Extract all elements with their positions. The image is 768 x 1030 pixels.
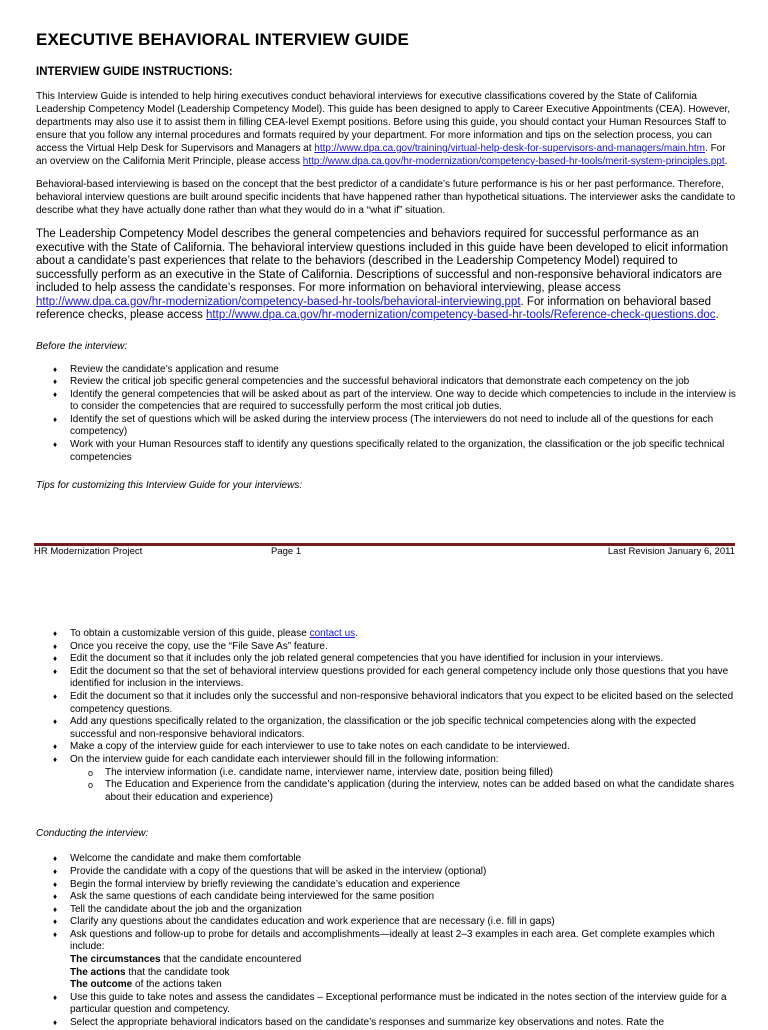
list-item [36, 389, 736, 414]
item-text: Once you receive the copy, use the “File Save As” feature. [70, 640, 328, 652]
competency-end: . [715, 309, 719, 321]
list-item [36, 891, 736, 904]
diamond-bullet-icon: ♦ [53, 414, 58, 424]
diamond-bullet-icon: ♦ [53, 364, 58, 374]
conducting-heading: Conducting the interview: [36, 828, 149, 840]
page-one [36, 30, 736, 503]
item-text: Review the critical job specific general competencies and the successful behavioral indicators that demonstrate each competency on the job [70, 376, 690, 388]
diamond-bullet-icon: ♦ [53, 892, 58, 902]
list-item [36, 628, 736, 641]
probe-line [70, 979, 736, 992]
intro-end: . [724, 156, 728, 167]
list-item [36, 929, 736, 992]
list-item [36, 666, 736, 691]
list-item [36, 754, 736, 804]
diamond-bullet-icon: ♦ [53, 992, 58, 1002]
list-item [36, 904, 736, 917]
item-text: Add any questions specifically related to the organization, the classification or the job specific technical competencies along with the expected successful and non-responsive behavioral indicators. [70, 716, 696, 740]
probe-bold: The outcome [70, 979, 133, 991]
diamond-bullet-icon: ♦ [53, 641, 58, 651]
item-text: Provide the candidate with a copy of the questions that will be asked in the interview (optional) [70, 865, 487, 877]
probe-line [70, 954, 736, 967]
behavioral-interviewing-link[interactable]: http://www.dpa.ca.gov/hr-modernization/competency-based-hr-tools/behavioral-interviewing.ppt [36, 295, 521, 308]
diamond-bullet-icon: ♦ [53, 879, 58, 889]
item-text: Identify the set of questions which will be asked during the interview process (The interviewers do not need to include all of the questions for each competency) [70, 413, 714, 438]
diamond-bullet-icon: ♦ [53, 389, 58, 399]
sub-list-item [70, 767, 736, 780]
tips-list [36, 628, 736, 804]
diamond-bullet-icon: ♦ [53, 377, 58, 387]
item-text: Select the appropriate behavioral indicators based on the candidate’s responses and summarize key observations and notes. Rate the [70, 1017, 665, 1029]
probe-rest: that the candidate took [125, 966, 230, 978]
before-interview-heading: Before the interview: [36, 340, 128, 352]
sub-list [70, 767, 736, 805]
item-text: Use this guide to take notes and assess the candidates – Exceptional performance must be indicated in the notes section of the interview guide for a particular question and competency. [70, 991, 727, 1016]
circle-bullet-icon: o [88, 767, 94, 778]
list-item [36, 376, 736, 389]
diamond-bullet-icon: ♦ [53, 742, 58, 752]
probe-rest: that the candidate encountered [160, 954, 302, 966]
item-text: On the interview guide for each candidate each interviewer should fill in the following information: [70, 753, 499, 765]
list-item [36, 691, 736, 716]
diamond-bullet-icon: ♦ [53, 929, 58, 939]
probe-rest: of the actions taken [132, 979, 222, 991]
footer-revision: Last Revision January 6, 2011 [607, 546, 735, 557]
item-text: Begin the formal interview by briefly reviewing the candidate’s education and experience [70, 878, 461, 890]
list-item [36, 992, 736, 1017]
list-item [36, 653, 736, 666]
item-text: Ask the same questions of each candidate being interviewed for the same position [70, 891, 435, 903]
intro-paragraph [36, 90, 736, 168]
diamond-bullet-icon: ♦ [53, 754, 58, 764]
list-item [36, 879, 736, 892]
item-text: The interview information (i.e. candidate name, interviewer name, interview date, position being filled) [105, 766, 554, 778]
item-text: Edit the document so that the set of behavioral interview questions provided for each general competency include only those questions that you have identified for inclusion in the interviews. [70, 665, 729, 690]
list-item [36, 1017, 736, 1030]
diamond-bullet-icon: ♦ [53, 917, 58, 927]
item-text: Work with your Human Resources staff to identify any questions specifically related to the organization, the classification or the job specific technical competencies [70, 439, 725, 463]
item-text: The Education and Experience from the candidate’s application (during the interview, notes can be added based on what the candidate shares about their education and experience) [105, 779, 735, 803]
list-item [36, 414, 736, 439]
item-text: Tell the candidate about the job and the organization [70, 903, 302, 915]
item-text: Edit the document so that it includes only the job related general competencies that you have identified for inclusion in your interviews. [70, 653, 664, 665]
list-item [36, 641, 736, 654]
footer-page-number: Page 1 [271, 546, 302, 557]
diamond-bullet-icon: ♦ [53, 440, 58, 450]
item-text: Make a copy of the interview guide for each interviewer to use to take notes on each candidate to be interviewed. [70, 741, 570, 753]
list-item [36, 916, 736, 929]
probe-bold: The circumstances [70, 954, 161, 966]
list-item [36, 741, 736, 754]
diamond-bullet-icon: ♦ [53, 717, 58, 727]
reference-check-link[interactable]: http://www.dpa.ca.gov/hr-modernization/competency-based-hr-tools/Reference-check-questions.doc [206, 309, 716, 321]
list-item [36, 439, 736, 464]
instructions-heading: INTERVIEW GUIDE INSTRUCTIONS: [36, 66, 233, 78]
list-item [36, 866, 736, 879]
item-text: Clarify any questions about the candidates education and work experience that are necessary (i.e. fill in gaps) [70, 916, 555, 928]
before-interview-list [36, 364, 736, 465]
item-text: Review the candidate’s application and resume [70, 363, 279, 375]
item-text: Identify the general competencies that will be asked about as part of the interview. One way to decide which competencies to include in the interview is to consider the competencies that are required to successfully perform the most critical job duties. [70, 388, 736, 413]
diamond-bullet-icon: ♦ [53, 666, 58, 676]
competency-model-paragraph [36, 228, 736, 323]
competency-mid-text: . For information on behavioral based reference checks, please access [36, 295, 712, 321]
tips-heading: Tips for customizing this Interview Guide for your interviews: [36, 480, 303, 492]
intro-mid-text: . For an overview on the California Merit Principle, please access [36, 143, 726, 167]
virtual-help-desk-link[interactable]: http://www.dpa.ca.gov/training/virtual-help-desk-for-supervisors-and-managers/main.htm [314, 143, 706, 154]
diamond-bullet-icon: ♦ [53, 691, 58, 701]
circle-bullet-icon: o [88, 780, 94, 791]
conducting-list [36, 853, 736, 1029]
footer-project: HR Modernization Project [34, 546, 143, 557]
item-text: To obtain a customizable version of this guide, please [70, 628, 310, 639]
diamond-bullet-icon: ♦ [53, 854, 58, 864]
item-text: Edit the document so that it includes only the successful and non-responsive behavioral indicators that you expect to be elicited based on the selected competency questions. [70, 690, 734, 715]
probe-line [70, 967, 736, 980]
competency-text: The Leadership Competency Model describes the general competencies and behaviors required for successful performance as an executive with the State of California. The behavioral interview questions included in this guide have been developed to elicit information about a candidate’s past experiences that relate to the behaviors (described in the Leadership Competency Model) required to successfully perform as an executive in the State of California. Descriptions of successful and non-responsive behavioral indicators are included to help assess the candidate’s responses. For more information on behavioral interviewing, please access [36, 228, 729, 294]
intro-text: This Interview Guide is intended to help hiring executives conduct behavioral interviews for executive classifications covered by the State of California Leadership Competency Model (Leadership Competency Model). This guide has been designed to apply to Career Executive Appointments (CEA). However, departments may also use it to assist them in filling CEA-level Exempt positions. Before using this guide, you should contact your Human Resources Staff to ensure that you follow any internal procedures and formats required by your department. For more information and tips on the selection process, you can access the Virtual Help Desk for Supervisors and Managers at [36, 91, 731, 154]
behavioral-paragraph: Behavioral-based interviewing is based on the concept that the best predictor of a candidate’s future performance is his or her past performance. Therefore, behavioral interview questions are built around specific incidents that have happened rather than hypothetical situations. The interviewer asks the candidate to describe what they have actually done rather than what they would do in a “what if” situation. [36, 179, 736, 216]
diamond-bullet-icon: ♦ [53, 654, 58, 664]
diamond-bullet-icon: ♦ [53, 866, 58, 876]
item-text: Welcome the candidate and make them comfortable [70, 853, 302, 865]
sub-list-item [70, 779, 736, 804]
list-item [36, 716, 736, 741]
contact-us-link[interactable]: contact us [309, 628, 356, 639]
document-title: EXECUTIVE BEHAVIORAL INTERVIEW GUIDE [36, 30, 409, 49]
diamond-bullet-icon: ♦ [53, 1018, 58, 1028]
probe-bold: The actions [70, 966, 126, 978]
diamond-bullet-icon: ♦ [53, 629, 58, 638]
page-two [36, 628, 736, 1030]
item-end: . [355, 628, 358, 639]
item-text: Ask questions and follow-up to probe for details and accomplishments—ideally at least 2–3 examples in each area. Get complete examples which include: [70, 928, 715, 953]
merit-principles-link[interactable]: http://www.dpa.ca.gov/hr-modernization/competency-based-hr-tools/merit-system-principles.ppt [302, 156, 725, 167]
diamond-bullet-icon: ♦ [53, 904, 58, 914]
list-item [36, 364, 736, 377]
list-item [36, 853, 736, 866]
